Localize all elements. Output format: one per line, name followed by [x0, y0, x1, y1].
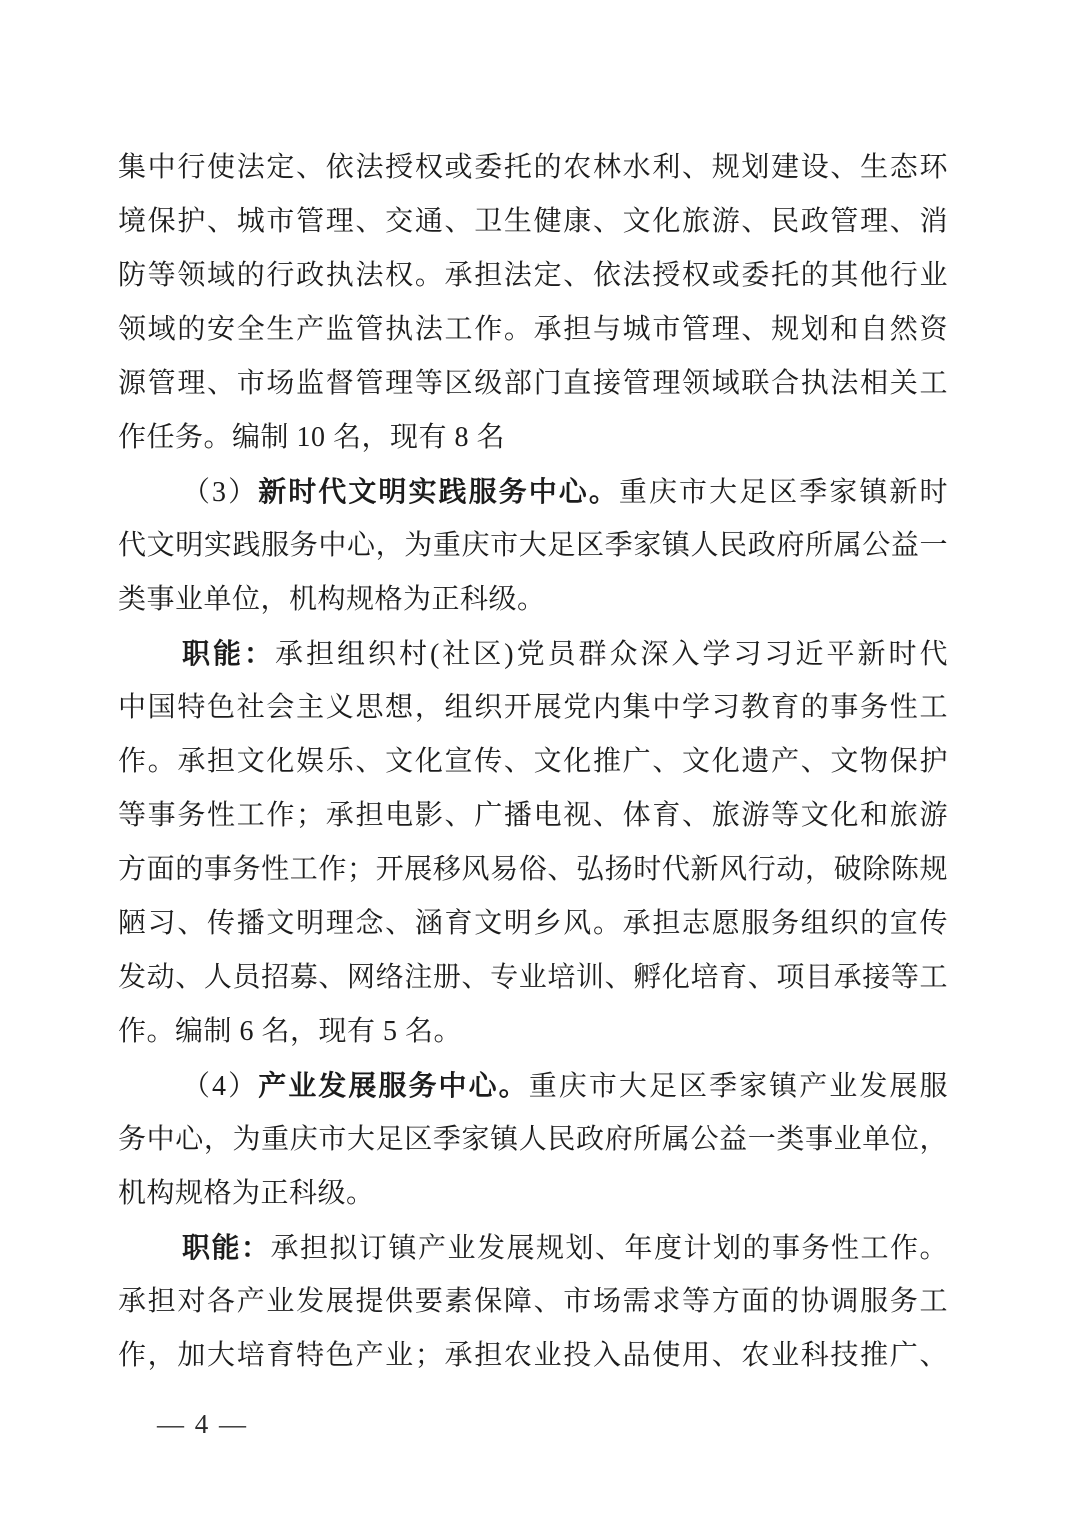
body-line: 发动、人员招募、网络注册、专业培训、孵化培育、项目承接等工 [118, 962, 948, 993]
body-line: 源管理、市场监督管理等区级部门直接管理领域联合执法相关工 [118, 368, 948, 399]
page-number: — 4 — [157, 1409, 248, 1439]
body-line: 作，加大培育特色产业；承担农业投入品使用、农业科技推广、 [118, 1340, 948, 1371]
section-4-number: （4） [182, 1071, 259, 1102]
body-line: 代文明实践服务中心，为重庆市大足区季家镇人民政府所属公益一 [118, 530, 948, 561]
section-3-heading-line [118, 465, 948, 519]
body-line: 机构规格为正科级。 [118, 1178, 375, 1209]
body-line: 领域的安全生产监管执法工作。承担与城市管理、规划和自然资 [118, 314, 948, 345]
body-line: 境保护、城市管理、交通、卫生健康、文化旅游、民政管理、消 [118, 206, 948, 237]
section-4-duty-line [118, 1221, 948, 1275]
body-line: 等事务性工作；承担电影、广播电视、体育、旅游等文化和旅游 [118, 800, 948, 831]
body-line: 务中心，为重庆市大足区季家镇人民政府所属公益一类事业单位， [118, 1124, 948, 1155]
section-3-number: （3） [182, 477, 259, 508]
body-line-staffing: 作任务。编制 10 名，现有 8 名 [118, 422, 506, 453]
document-body [118, 141, 948, 1383]
body-line: 防等领域的行政执法权。承担法定、依法授权或委托的其他行业 [118, 260, 948, 291]
duty-text: 承担组织村(社区)党员群众深入学习习近平新时代 [274, 639, 948, 670]
section-3-title: 新时代文明实践服务中心。 [258, 476, 619, 507]
body-line-staffing: 作。编制 6 名，现有 5 名。 [118, 1016, 463, 1047]
section-4-intro: 重庆市大足区季家镇产业发展服 [528, 1071, 948, 1102]
body-line: 类事业单位，机构规格为正科级。 [118, 584, 546, 615]
body-line: 中国特色社会主义思想，组织开展党内集中学习教育的事务性工 [118, 692, 948, 723]
body-line: 作。承担文化娱乐、文化宣传、文化推广、文化遗产、文物保护 [118, 746, 948, 777]
body-line: 集中行使法定、依法授权或委托的农林水利、规划建设、生态环 [118, 152, 948, 183]
duty-text: 承担拟订镇产业发展规划、年度计划的事务性工作。 [270, 1233, 948, 1264]
body-line: 陋习、传播文明理念、涵育文明乡风。承担志愿服务组织的宣传 [118, 908, 948, 939]
section-3-intro: 重庆市大足区季家镇新时 [618, 477, 948, 508]
section-3-duty-line [118, 627, 948, 681]
duty-label: 职能： [182, 1232, 271, 1263]
duty-label: 职能： [182, 638, 275, 669]
section-4-heading-line [118, 1059, 948, 1113]
section-4-title: 产业发展服务中心。 [258, 1070, 529, 1101]
body-line: 承担对各产业发展提供要素保障、市场需求等方面的协调服务工 [118, 1286, 948, 1317]
body-line: 方面的事务性工作；开展移风易俗、弘扬时代新风行动，破除陈规 [118, 854, 948, 885]
